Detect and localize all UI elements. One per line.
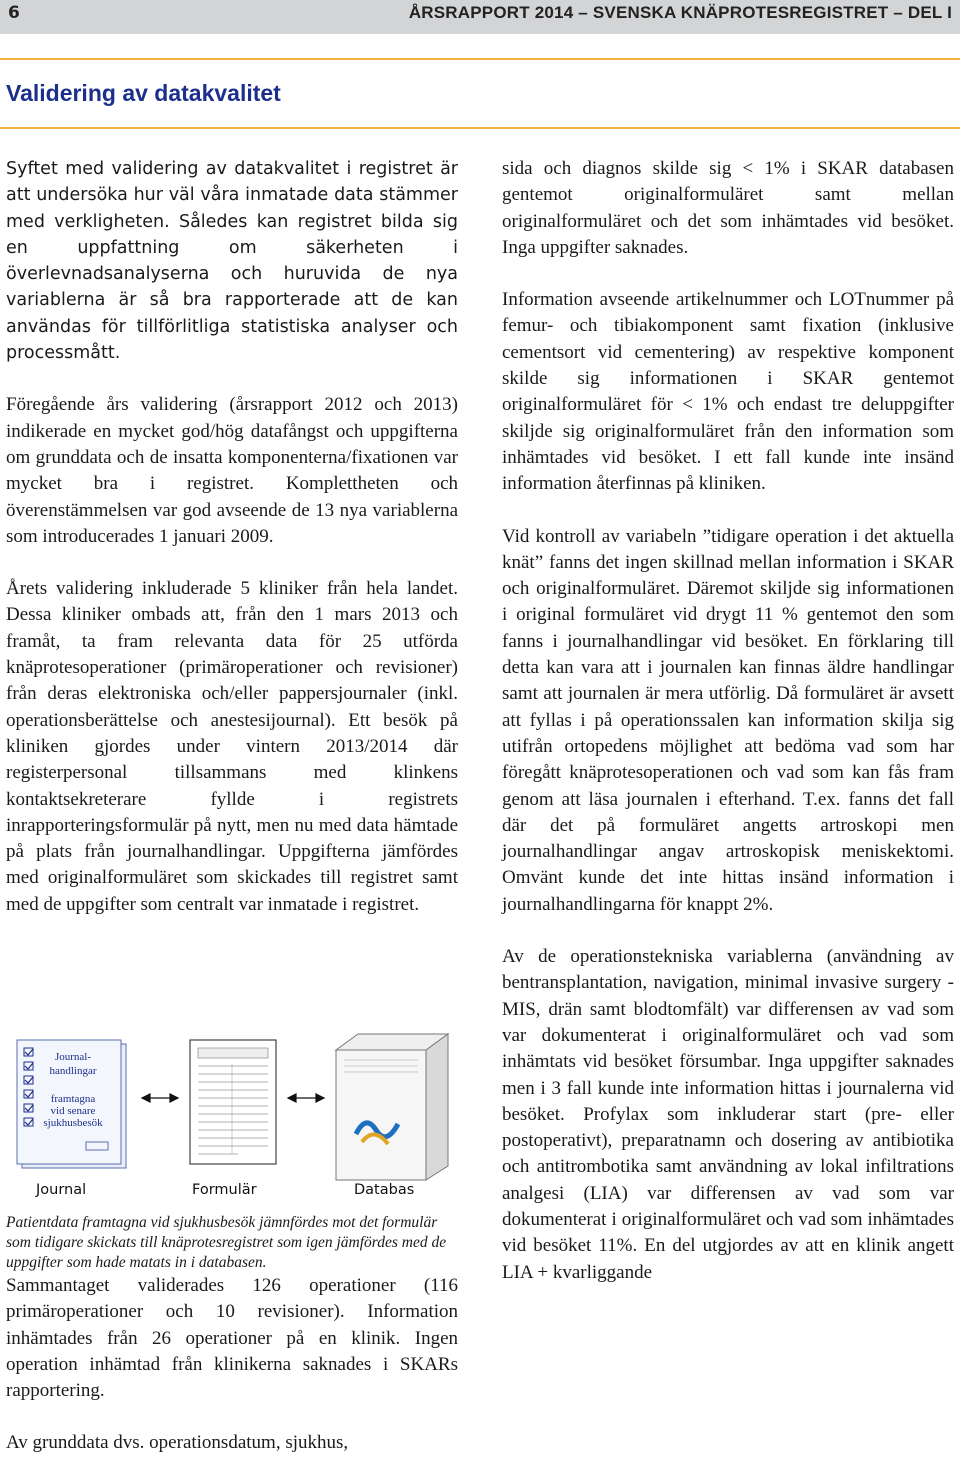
figure-caption: Patientdata framtagna vid sjukhusbesök jämnfördes mot det formulär som tidigare skickats till knäprotesregistret som igen jämfördes med de uppgifter som hade matats in i databasen. bbox=[6, 1214, 447, 1271]
page-header bbox=[0, 0, 960, 34]
doc-line-5: sjukhusbesök bbox=[43, 1117, 103, 1129]
doc-line-2: handlingar bbox=[49, 1065, 97, 1077]
title-top-rule bbox=[0, 58, 960, 60]
validation-figure bbox=[6, 1030, 458, 1205]
right-paragraph-3: Vid kontroll av variabeln ”tidigare operation i det aktuella knät” fanns det ingen skillnad mellan information i SKAR och originalformuläret. Däremot skiljde sig informationen i original formuläret vid drygt 11 % gentemot den som fanns i journalhandlingar vid besöket. En förklaring till detta kan vara att i journalen kan finnas äldre handlingar samt att journalen är mera utförlig. Då formuläret är avsett att fyllas i på operationssalen kan information skilja sig utifrån ortopedens möjlighet att bedöma vad som har föregått knäprotesoperationen och vad som kan fås fram genom att läsa journalen i efterhand. T.ex. fanns det fall där det på formuläret angetts artroskopi men journalhandlingar angav artroskopisk meniskektomi. Omvänt kunde det inte hittas insänd information i journalhandlingarna för knappt 2%. bbox=[502, 525, 954, 915]
database-server-icon bbox=[336, 1034, 448, 1180]
form-document-icon bbox=[190, 1040, 276, 1164]
left-paragraph-5: Av grunddata dvs. operationsdatum, sjukhus, bbox=[6, 1432, 349, 1454]
right-column bbox=[502, 156, 954, 1286]
journal-document-icon bbox=[17, 1040, 126, 1168]
doc-line-3: framtagna bbox=[50, 1093, 96, 1105]
left-paragraph-2: Föregående års validering (årsrapport 2012 och 2013) indikerade en mycket god/hög datafångst och uppgifterna om grunddata och de insatta komponenterna/fixationen var mycket bra i registret. Komplettheten och överenstämmelsen var god avseende de 13 nya variablerna som introducerades 1 januari 2009. bbox=[6, 394, 458, 547]
left-paragraph-4: Sammantaget validerades 126 operationer (116 primäroperationer och 10 revisioner). Information inhämtades från 26 operationer på en klinik. Ingen operation inhämtad från klinikerna saknades i SKARs rapportering. bbox=[6, 1275, 458, 1402]
left-paragraph-3: Årets validering inkluderade 5 kliniker från hela landet. Dessa kliniker ombads att, från den 1 mars 2013 och framåt, ta fram relevanta data för 25 utförda knäprotesoperationer (primäroperationer och revisioner) från deras elektroniska och/eller pappersjournaler (inkl. operationsberättelse och anestesijournal). Ett besök på kliniken gjordes under vintern 2013/2014 där registerpersonal tillsammans med klinkens kontaktsekreterare fyllde i registrets inrapporteringsformulär på nytt, men nu med data hämtade på plats från journalhandlingar. Uppgifterna jämfördes med originalformuläret som skickades till registret samt med de uppgifter som centralt var inmatade i registret. bbox=[6, 578, 458, 915]
section-title: Validering av datakvalitet bbox=[6, 80, 281, 106]
figure-diagram bbox=[6, 1030, 458, 1205]
right-paragraph-1: sida och diagnos skilde sig < 1% i SKAR databasen gentemot originalformuläret samt mellan originalformuläret och det som inhämtades vid besöket. Inga uppgifter saknades. bbox=[502, 158, 954, 258]
label-database: Databas bbox=[354, 1182, 415, 1198]
title-bottom-rule bbox=[0, 127, 960, 129]
page-number: 6 bbox=[8, 3, 20, 23]
left-column-bottom bbox=[6, 1273, 458, 1457]
left-paragraph-1: Syftet med validering av datakvalitet i registret är att undersöka hur väl våra inmatade data stämmer med verkligheten. Således kan registret bilda sig en uppfattning om säkerheten i överlevnadsanalyserna och huruvida de nya variablerna är så bra rapporterade att de kan användas för tillförlitliga statistiska analyser och processmått. bbox=[6, 159, 458, 364]
right-paragraph-4: Av de operationstekniska variablerna (användning av bentransplantation, navigation, minimal invasive surgery - MIS, drän samt blodtomfält) var differensen av vad som var dokumenterat i originalformuläret och vad som inhämtats vid besöket försumbar. Inga uppgifter saknades men i 3 fall kunde inte information hittas i journalerna vid besöket. Profylax som inkluderar start (pre- eller postoperativt), preparatnamn och dosering av antibiotika och antitrombotika samt användning av lokal infiltrations analgesi (LIA) var differensen av vad som var dokumenterat i originalformuläret och vad som inhämtades vid besöket 11%. En del utgjordes av att en klinik angett LIA + kvarliggande bbox=[502, 946, 954, 1283]
double-arrow-left bbox=[142, 1094, 178, 1102]
right-paragraph-2: Information avseende artikelnummer och LOTnummer på femur- och tibiakomponent samt fixation (inklusive cementsort vid cementering) av respektive komponent skilde sig informationen i SKAR gentemot originalformuläret för < 1% och endast tre deluppgifter skiljde sig originalformuläret från den information som inhämtades vid besöket. I ett fall kunde inte insänd information återfinnas på kliniken. bbox=[502, 289, 954, 495]
running-title: ÅRSRAPPORT 2014 – SVENSKA KNÄPROTESREGISTRET – DEL I bbox=[408, 3, 952, 22]
doc-line-4: vid senare bbox=[50, 1105, 96, 1117]
label-journal: Journal bbox=[36, 1182, 87, 1198]
double-arrow-right bbox=[288, 1094, 324, 1102]
doc-line-1: Journal- bbox=[54, 1051, 92, 1063]
left-column bbox=[6, 156, 458, 918]
label-form: Formulär bbox=[192, 1182, 257, 1198]
